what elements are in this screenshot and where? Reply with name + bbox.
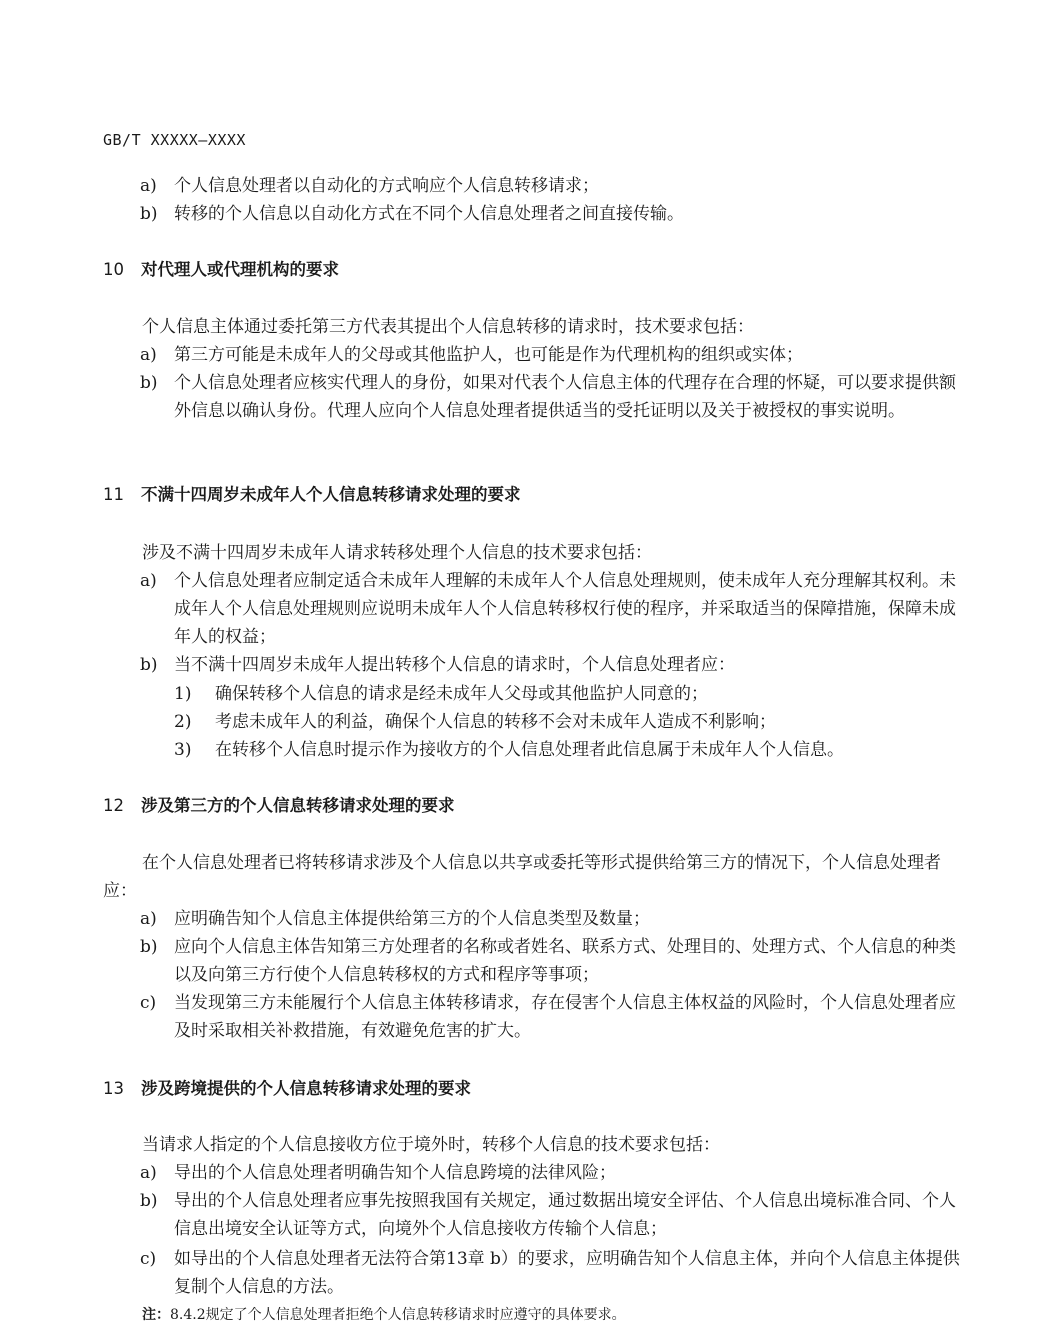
list-item	[140, 989, 960, 1045]
list-marker: c)	[140, 993, 157, 1013]
sub-list-item	[174, 680, 954, 708]
list-item	[140, 933, 960, 989]
section-10-intro: 个人信息主体通过委托第三方代表其提出个人信息转移的请求时，技术要求包括：	[142, 317, 754, 337]
list-item-text: 转移的个人信息以自动化方式在不同个人信息处理者之间直接传输。	[174, 204, 684, 224]
list-item-text: 导出的个人信息处理者应事先按照我国有关规定，通过数据出境安全评估、个人信息出境标准合同、个人信息出境安全认证等方式，向境外个人信息接收方传输个人信息；	[174, 1191, 956, 1239]
list-marker: b)	[140, 655, 158, 675]
section-11-intro: 涉及不满十四周岁未成年人请求转移处理个人信息的技术要求包括：	[142, 543, 652, 563]
list-marker: a)	[140, 909, 157, 929]
section-number: 10	[103, 260, 124, 279]
list-item	[140, 369, 960, 425]
note	[142, 1304, 626, 1326]
section-title: 涉及第三方的个人信息转移请求处理的要求	[141, 796, 455, 815]
section-12-heading	[103, 793, 455, 819]
section-title: 涉及跨境提供的个人信息转移请求处理的要求	[141, 1079, 471, 1098]
list-item	[140, 567, 960, 651]
section-11-heading	[103, 482, 521, 508]
note-text: 8.4.2规定了个人信息处理者拒绝个人信息转移请求时应遵守的具体要求。	[170, 1307, 626, 1323]
list-item-text: 应明确告知个人信息主体提供给第三方的个人信息类型及数量；	[174, 909, 650, 929]
section-title: 对代理人或代理机构的要求	[141, 260, 339, 279]
list-marker: b)	[140, 204, 158, 224]
list-item	[140, 1159, 960, 1187]
list-item	[140, 1245, 960, 1301]
list-marker: a)	[140, 176, 157, 196]
list-item-text: 如导出的个人信息处理者无法符合第13章 b）的要求，应明确告知个人信息主体，并向个人信息主体提供复制个人信息的方法。	[174, 1249, 960, 1297]
list-item-text: 个人信息处理者应制定适合未成年人理解的未成年人个人信息处理规则，使未成年人充分理解其权利。未成年人个人信息处理规则应说明未成年人个人信息转移权行使的程序，并采取适当的保障措施，保障未成年人的权益；	[174, 571, 956, 647]
list-item-text: 确保转移个人信息的请求是经未成年人父母或其他监护人同意的；	[215, 684, 708, 704]
section-10-heading	[103, 257, 339, 283]
note-label: 注：	[142, 1307, 170, 1323]
section-13-heading	[103, 1076, 471, 1102]
list-item-text: 个人信息处理者以自动化的方式响应个人信息转移请求；	[174, 176, 599, 196]
list-marker: b)	[140, 937, 158, 957]
list-marker: a)	[140, 345, 157, 365]
list-marker: 2)	[174, 712, 192, 732]
list-item-text: 第三方可能是未成年人的父母或其他监护人，也可能是作为代理机构的组织或实体；	[174, 345, 803, 365]
list-marker: a)	[140, 571, 157, 591]
list-item-text: 当不满十四周岁未成年人提出转移个人信息的请求时，个人信息处理者应：	[174, 655, 735, 675]
list-item-text: 导出的个人信息处理者明确告知个人信息跨境的法律风险；	[174, 1163, 616, 1183]
list-item	[140, 1187, 960, 1243]
list-marker: 3)	[174, 740, 192, 760]
section-number: 13	[103, 1079, 124, 1098]
list-item-text: 在转移个人信息时提示作为接收方的个人信息处理者此信息属于未成年人个人信息。	[215, 740, 844, 760]
sub-list-item	[174, 736, 954, 764]
list-item	[140, 651, 960, 679]
list-item-text: 应向个人信息主体告知第三方处理者的名称或者姓名、联系方式、处理目的、处理方式、个人信息的种类以及向第三方行使个人信息转移权的方式和程序等事项；	[174, 937, 956, 985]
list-item-text: 当发现第三方未能履行个人信息主体转移请求，存在侵害个人信息主体权益的风险时，个人信息处理者应及时采取相关补救措施，有效避免危害的扩大。	[174, 993, 956, 1041]
list-marker: 1)	[174, 684, 192, 704]
list-marker: b)	[140, 373, 158, 393]
sub-list-item	[174, 708, 954, 736]
list-item-text: 考虑未成年人的利益，确保个人信息的转移不会对未成年人造成不利影响；	[215, 712, 776, 732]
list-item	[140, 905, 960, 933]
section-13-intro: 当请求人指定的个人信息接收方位于境外时，转移个人信息的技术要求包括：	[142, 1135, 720, 1155]
section-number: 11	[103, 485, 124, 504]
standard-code: GB/T XXXXX—XXXX	[103, 131, 246, 149]
section-title: 不满十四周岁未成年人个人信息转移请求处理的要求	[141, 485, 521, 504]
section-12-intro: 在个人信息处理者已将转移请求涉及个人信息以共享或委托等形式提供给第三方的情况下，个人信息处理者应：	[103, 853, 941, 901]
list-item	[140, 172, 960, 200]
list-marker: a)	[140, 1163, 157, 1183]
list-item	[140, 200, 960, 228]
list-marker: c)	[140, 1249, 157, 1269]
list-item	[140, 341, 960, 369]
list-marker: b)	[140, 1191, 158, 1211]
section-number: 12	[103, 796, 124, 815]
list-item-text: 个人信息处理者应核实代理人的身份，如果对代表个人信息主体的代理存在合理的怀疑，可以要求提供额外信息以确认身份。代理人应向个人信息处理者提供适当的受托证明以及关于被授权的事实说明。	[174, 373, 956, 421]
